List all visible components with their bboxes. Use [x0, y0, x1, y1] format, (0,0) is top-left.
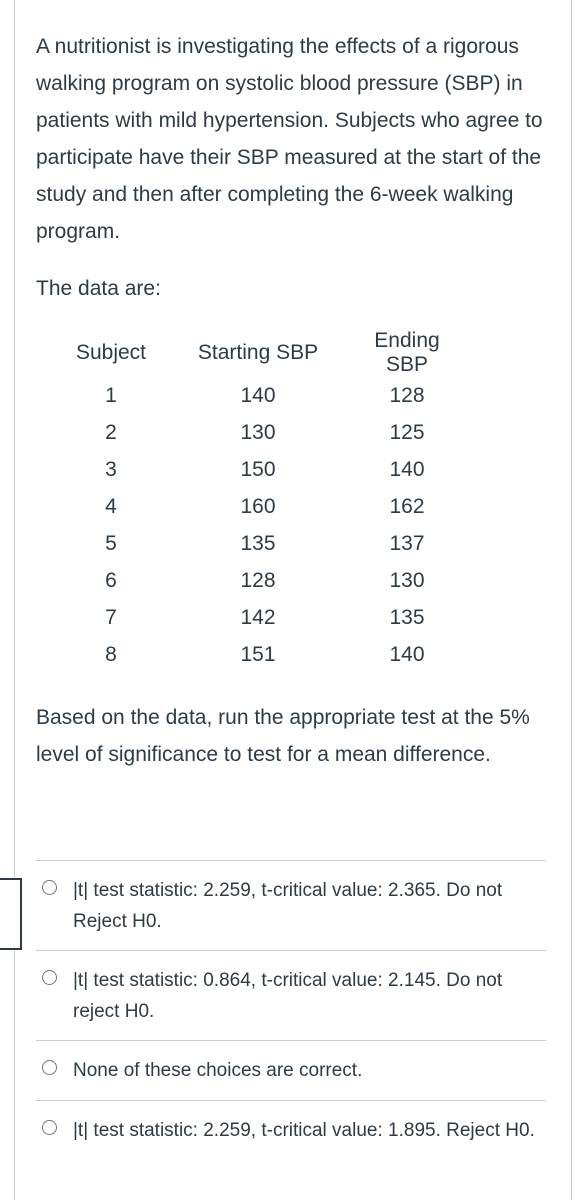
subject-cell: 3 — [105, 457, 117, 481]
answer-option-4[interactable] — [36, 1100, 546, 1190]
answer-option-3[interactable] — [36, 1040, 546, 1100]
header-starting-sbp: Starting SBP — [197, 341, 319, 364]
table-row — [70, 562, 450, 599]
ending-sbp-cell: 125 — [389, 420, 425, 444]
question-prompt: Based on the data, run the appropriate test at the 5% level of significance to test for a mean difference. — [36, 706, 530, 766]
subject-cell: 6 — [105, 568, 117, 592]
starting-sbp-cell: 140 — [240, 383, 276, 407]
ending-sbp-cell: 140 — [389, 457, 425, 481]
header-subject: Subject — [75, 341, 147, 364]
subject-cell: 2 — [105, 420, 117, 444]
data-label: The data are: — [36, 277, 161, 300]
table-row — [70, 488, 450, 525]
side-tab[interactable] — [0, 878, 22, 950]
table-row — [70, 414, 450, 451]
ending-sbp-cell: 137 — [389, 531, 425, 555]
subject-cell: 8 — [105, 642, 117, 666]
starting-sbp-cell: 128 — [240, 568, 276, 592]
starting-sbp-cell: 142 — [240, 605, 276, 629]
answer-option-1[interactable] — [36, 860, 546, 950]
radio-button-icon[interactable] — [42, 1060, 57, 1075]
ending-sbp-cell: 130 — [389, 568, 425, 592]
question-content — [36, 28, 548, 773]
subject-cell: 4 — [105, 494, 117, 518]
subject-cell: 1 — [105, 383, 117, 407]
table-row — [70, 451, 450, 488]
radio-button-icon[interactable] — [42, 880, 57, 895]
table-header-row — [70, 329, 450, 377]
answer-option-label[interactable]: None of these choices are correct. — [73, 1060, 363, 1081]
ending-sbp-cell: 135 — [389, 605, 425, 629]
header-ending-sbp: Ending SBP — [374, 329, 440, 376]
radio-button-icon[interactable] — [42, 970, 57, 985]
starting-sbp-cell: 151 — [240, 642, 276, 666]
table-row — [70, 377, 450, 414]
starting-sbp-cell: 150 — [240, 457, 276, 481]
ending-sbp-cell: 128 — [389, 383, 425, 407]
answer-option-label[interactable]: |t| test statistic: 2.259, t-critical value: 2.365. Do not Reject H0. — [73, 880, 503, 932]
sbp-table — [70, 329, 450, 673]
radio-button-icon[interactable] — [42, 1120, 57, 1135]
ending-sbp-cell: 140 — [389, 642, 425, 666]
table-row — [70, 599, 450, 636]
answer-option-label[interactable]: |t| test statistic: 0.864, t-critical value: 2.145. Do not reject H0. — [73, 970, 503, 1022]
subject-cell: 7 — [105, 605, 117, 629]
ending-sbp-cell: 162 — [389, 494, 425, 518]
question-intro: A nutritionist is investigating the effects of a rigorous walking program on systolic blood pressure (SBP) in patients with mild hypertension. Subjects who agree to participate have their SBP measured at the start of the study and then after completing the 6-week walking program. — [36, 35, 543, 243]
subject-cell: 5 — [105, 531, 117, 555]
answer-option-label[interactable]: |t| test statistic: 2.259, t-critical value: 1.895. Reject H0. — [73, 1120, 535, 1141]
starting-sbp-cell: 135 — [240, 531, 276, 555]
answer-choices — [36, 860, 546, 1190]
answer-option-2[interactable] — [36, 950, 546, 1040]
starting-sbp-cell: 130 — [240, 420, 276, 444]
table-row — [70, 636, 450, 673]
table-row — [70, 525, 450, 562]
starting-sbp-cell: 160 — [240, 494, 276, 518]
